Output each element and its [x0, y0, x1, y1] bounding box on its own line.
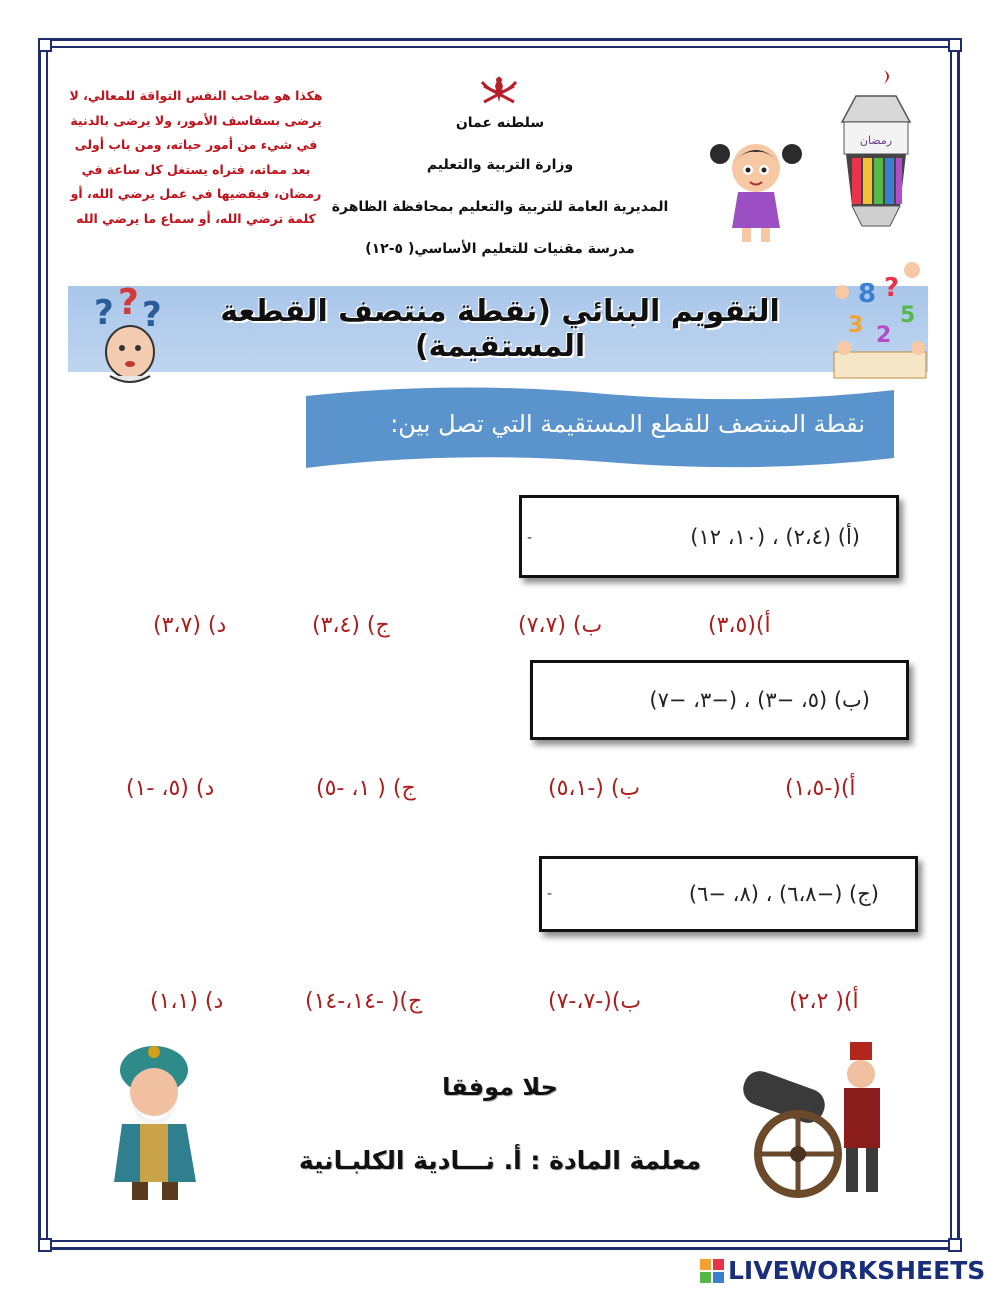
- teacher-name: معلمة المادة : أ. نـــادية الكلبـانية: [298, 1146, 702, 1175]
- old-man-cartoon-icon: [92, 1040, 222, 1204]
- quote-line: كلمة ترضي الله، أو سماع ما يرضي الله: [76, 210, 316, 226]
- border-corner: [948, 1238, 962, 1252]
- header-school: مدرسة مقنيات للتعليم الأساسي( ٥-١٢): [365, 241, 635, 257]
- ramadan-lantern-icon: [832, 66, 920, 232]
- question-box-3: [539, 856, 918, 932]
- q3-option-c[interactable]: ج)( -١٤،-١٤): [305, 989, 423, 1014]
- svg-text:رمضان: رمضان: [859, 134, 893, 147]
- liveworksheets-logo-icon: [700, 1259, 724, 1283]
- header-ministry: وزارة التربية والتعليم: [426, 157, 574, 173]
- q2-option-c[interactable]: ج) ( ١، -٥): [316, 776, 416, 801]
- q3-option-b[interactable]: ب)(-٧،-٧): [548, 989, 642, 1014]
- svg-text:8: 8: [858, 279, 877, 309]
- header-country: سلطنه عمان: [455, 115, 545, 131]
- liveworksheets-watermark[interactable]: LIVEWORKSHEETS: [728, 1256, 986, 1285]
- svg-text:2: 2: [876, 323, 892, 348]
- q1-option-b[interactable]: ب) (٧،٧): [518, 613, 603, 638]
- oman-emblem-icon: [476, 72, 522, 112]
- thinking-person-icon: [88, 284, 172, 388]
- q1-option-d[interactable]: د) (٣،٧): [153, 613, 227, 638]
- quote-line: في شيء من أمور حياته، ومن باب أولى: [74, 137, 318, 152]
- quote-line: رمضان، فيقضيها في عمل يرضي الله، أو: [70, 186, 322, 201]
- svg-text:?: ?: [94, 293, 114, 333]
- kids-numbers-icon: [828, 256, 934, 386]
- svg-text:?: ?: [884, 273, 900, 303]
- quote-line: بعد مماته، فتراه يستغل كل ساعة في: [81, 161, 311, 177]
- q2-option-b[interactable]: ب) (-٥،١): [548, 776, 641, 801]
- q1-option-c[interactable]: ج) (٣،٤): [312, 613, 390, 638]
- instruction-text: نقطة المنتصف للقطع المستقيمة التي تصل بين:: [390, 410, 865, 438]
- svg-text:?: ?: [142, 295, 162, 335]
- dash-mark: -: [547, 886, 553, 902]
- q2-option-d[interactable]: د) (٥، -١): [126, 776, 215, 801]
- question-1-text: (أ) (٢،٤) ، (١٠، ١٢): [690, 524, 860, 549]
- border-corner: [948, 38, 962, 52]
- question-box-1: [519, 495, 899, 578]
- svg-text:5: 5: [900, 303, 916, 328]
- page-title: التقويم البنائي (نقطة منتصف القطعة المستقيمة): [220, 294, 780, 364]
- q3-option-d[interactable]: د) (١،١): [150, 989, 224, 1014]
- ramadan-quote: [66, 84, 326, 231]
- q2-option-a[interactable]: أ)(-١،٥): [785, 776, 856, 801]
- dash-mark: -: [527, 530, 533, 546]
- header-directorate: المديرية العامة للتربية والتعليم بمحافظة الظاهرة: [331, 199, 669, 215]
- question-3-text: (ج) (−٦،٨) ، (٨، −٦): [688, 882, 879, 906]
- q3-option-a[interactable]: أ)( ٢،٢): [789, 989, 859, 1014]
- question-2-text: (ب) (٥، −٣) ، (−٣، −٧): [649, 688, 870, 712]
- cartoon-girl-icon: [708, 132, 804, 244]
- question-box-2: [530, 660, 909, 740]
- good-luck-text: حلا موفقا: [442, 1073, 558, 1101]
- quote-line: يرضى بسفاسف الأمور، ولا يرضى بالدنية: [70, 112, 322, 128]
- svg-text:3: 3: [848, 313, 864, 338]
- ramadan-cannon-icon: [738, 1036, 898, 1206]
- svg-text:?: ?: [118, 284, 139, 323]
- quote-line: هكذا هو صاحب النفس التواقة للمعالي، لا: [69, 88, 323, 103]
- border-corner: [38, 38, 52, 52]
- border-corner: [38, 1238, 52, 1252]
- q1-option-a[interactable]: أ)(٣،٥): [708, 613, 771, 638]
